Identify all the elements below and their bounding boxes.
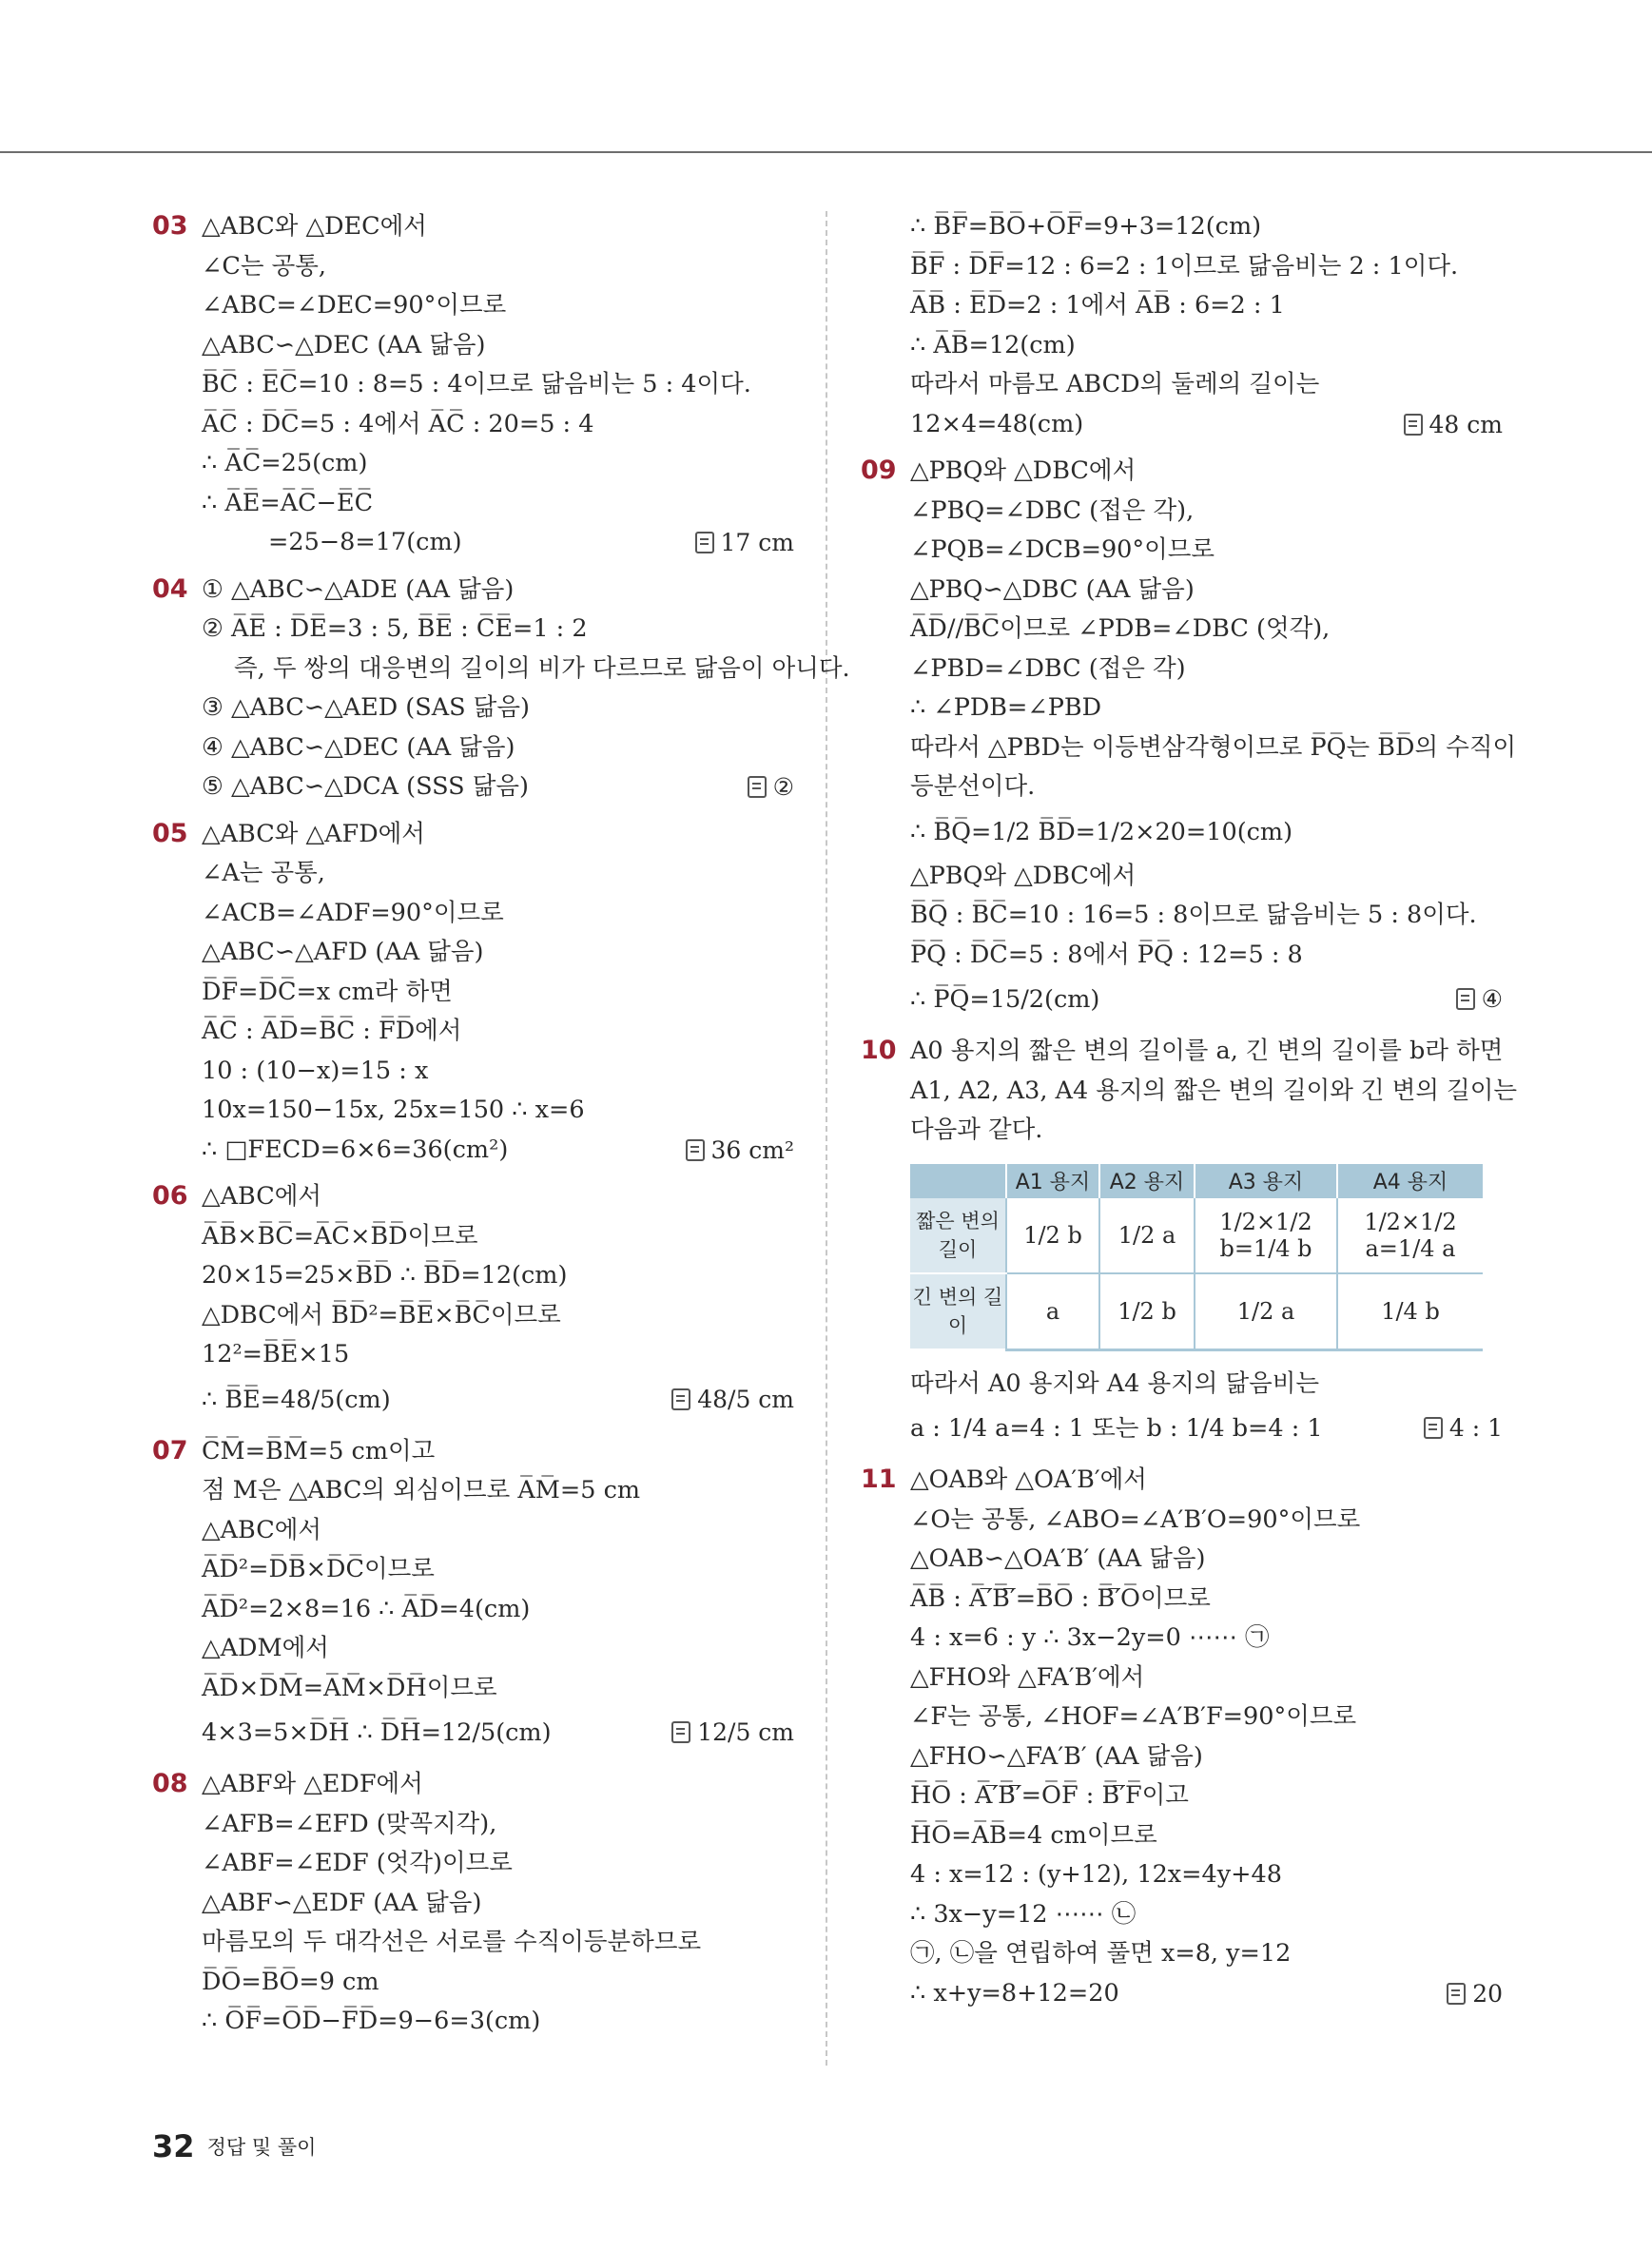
solution-line — [910, 247, 1503, 287]
solution-line — [910, 975, 1503, 1024]
right-column — [861, 207, 1518, 2021]
solution-line — [910, 571, 1503, 611]
solution-text: ② A̅E̅ : D̅E̅=3 : 5, B̅E̅ : C̅E̅=1 : 2 — [202, 614, 588, 643]
solution-line — [910, 1404, 1503, 1453]
solution-line — [910, 1934, 1503, 1974]
solution-line — [202, 1052, 794, 1092]
solution-line — [910, 1816, 1503, 1856]
solution-text: ④ △ABC∽△DEC (AA 닮음) — [202, 732, 515, 762]
solution-line — [910, 896, 1503, 936]
problem-solution — [152, 1177, 794, 1425]
solution-text: A1, A2, A3, A4 용지의 짧은 변의 길이와 긴 변의 길이는 — [910, 1076, 1518, 1105]
solution-text: ∠PQB=∠DCB=90°이므로 — [910, 535, 1215, 564]
answer-value: 17 cm — [720, 529, 794, 556]
solution-line — [910, 650, 1503, 689]
answer-value: 12/5 cm — [697, 1718, 794, 1746]
table-cell: 1/2 b — [1099, 1273, 1195, 1350]
solution-text: ∠PBQ=∠DBC (접은 각), — [910, 495, 1195, 525]
solution-text: △ABC∽△AFD (AA 닮음) — [202, 938, 484, 966]
solution-text: 12×4=48(cm) — [910, 409, 1084, 438]
solution-text: △ADM에서 — [202, 1634, 329, 1662]
solution-text: H̅O̅=A̅B̅=4 cm이므로 — [910, 1820, 1157, 1850]
left-column — [152, 207, 850, 2049]
solution-text: a : 1/4 a=4 : 1 또는 b : 1/4 b=4 : 1 — [910, 1414, 1323, 1443]
solution-line — [910, 452, 1503, 492]
problem-number: 11 — [861, 1465, 897, 1494]
paper-size-table — [910, 1164, 1483, 1351]
solution-text: A0 용지의 짧은 변의 길이를 a, 긴 변의 길이를 b라 하면 — [910, 1037, 1504, 1065]
solution-line — [202, 815, 794, 855]
solution-line — [202, 571, 794, 611]
solution-text: A̅D̅²=D̅B̅×D̅C̅이므로 — [202, 1555, 435, 1583]
solution-line — [910, 610, 1503, 650]
solution-line — [910, 1111, 1503, 1151]
solution-line — [202, 650, 850, 689]
answer-value: ② — [772, 773, 794, 801]
solution-line — [910, 286, 1503, 326]
solution-line — [910, 1895, 1503, 1935]
solution-line — [202, 1012, 794, 1052]
solution-text: B̅C̅ : E̅C̅=10 : 8=5 : 4이므로 닮음비는 5 : 4이다. — [202, 370, 751, 398]
table-cell: 1/2 b — [1006, 1198, 1099, 1273]
solution-text: 따라서 △PBD는 이등변삼각형이므로 P̅Q̅는 B̅D̅의 수직이 — [910, 732, 1517, 762]
table-cell: 1/2 a — [1099, 1198, 1195, 1273]
solution-line — [910, 1698, 1503, 1737]
solution-text: D̅O̅=B̅O̅=9 cm — [202, 1967, 379, 1996]
solution-line — [910, 1659, 1503, 1698]
solution-text: △ABC와 △AFD에서 — [202, 819, 425, 848]
solution-text: ① △ABC∽△ADE (AA 닮음) — [202, 574, 515, 604]
answer-value: 20 — [1472, 1979, 1503, 2008]
problem-number: 05 — [152, 818, 188, 848]
solution-line — [910, 1072, 1518, 1112]
solution-line — [202, 1550, 794, 1590]
solution-line — [202, 1217, 794, 1257]
solution-text: A̅B̅ : A̅′̅B̅′̅=B̅O̅ : B̅′̅O̅이므로 — [910, 1583, 1211, 1613]
problem-number: 07 — [152, 1435, 188, 1465]
solution-line — [202, 444, 794, 484]
table-cell: 1/4 b — [1337, 1273, 1483, 1350]
table-header: A2 용지 — [1099, 1164, 1195, 1198]
solution-text: △OAB∽△OA′B′ (AA 닮음) — [910, 1544, 1206, 1573]
row-header: 짧은 변의 길이 — [910, 1198, 1006, 1273]
solution-text: △FHO와 △FA′B′에서 — [910, 1662, 1145, 1692]
solution-line — [910, 365, 1503, 405]
solution-line — [202, 286, 794, 326]
solution-text: A̅B̅ : E̅D̅=2 : 1에서 A̅B̅ : 6=2 : 1 — [910, 291, 1285, 320]
answer-mark — [695, 523, 794, 563]
solution-text: ㉠, ㉡을 연립하여 풀면 x=8, y=12 — [910, 1939, 1292, 1968]
page-footer — [152, 2128, 316, 2164]
solution-line — [202, 1765, 794, 1805]
solution-line — [202, 689, 794, 728]
problem-solution — [152, 1765, 794, 2042]
solution-text: 4 : x=6 : y ∴ 3x−2y=0 ⋯⋯ ㉠ — [910, 1623, 1270, 1652]
row-header: 긴 변의 길이 — [910, 1273, 1006, 1350]
problem-solution — [861, 1032, 1518, 1453]
problem-number: 09 — [861, 456, 897, 485]
solution-line — [202, 1844, 794, 1884]
solution-line — [910, 936, 1503, 976]
table-header — [910, 1164, 1006, 1198]
solution-line — [202, 2002, 794, 2042]
solution-text: ∠PBD=∠DBC (접은 각) — [910, 653, 1186, 683]
problem-solution — [152, 571, 850, 807]
solution-line — [202, 854, 794, 894]
solution-line — [202, 933, 794, 973]
solution-line — [910, 1737, 1503, 1777]
solution-text: ∴ B̅Q̅=1/2 B̅D̅=1/2×20=10(cm) — [910, 817, 1293, 846]
answer-mark — [671, 1708, 794, 1757]
problem-solution — [861, 207, 1503, 444]
answer-mark — [1424, 1404, 1503, 1453]
solution-line — [202, 247, 794, 287]
table-header: A3 용지 — [1195, 1164, 1337, 1198]
solution-text: ∴ 3x−y=12 ⋯⋯ ㉡ — [910, 1899, 1137, 1929]
answer-icon — [671, 1721, 690, 1743]
solution-text: △ABC에서 — [202, 1515, 322, 1544]
answer-mark — [1456, 975, 1503, 1024]
solution-line — [910, 492, 1503, 532]
solution-text: △ABF∽△EDF (AA 닮음) — [202, 1888, 482, 1917]
page-number: 32 — [152, 2128, 195, 2164]
answer-icon — [695, 532, 714, 553]
solution-line — [202, 1963, 794, 2003]
solution-text: A̅D̅×D̅M̅=A̅M̅×D̅H̅이므로 — [202, 1673, 497, 1702]
problem-number: 10 — [861, 1036, 897, 1065]
solution-line — [202, 1335, 794, 1375]
solution-text: 20×15=25×B̅D̅ ∴ B̅D̅=12(cm) — [202, 1261, 568, 1290]
solution-text: =25−8=17(cm) — [268, 528, 462, 556]
solution-line — [202, 1590, 794, 1630]
solution-text: △FHO∽△FA′B′ (AA 닮음) — [910, 1741, 1203, 1771]
solution-line — [202, 973, 794, 1013]
solution-text: ⑤ △ABC∽△DCA (SSS 닮음) — [202, 772, 529, 801]
table-row — [910, 1198, 1483, 1273]
solution-line — [910, 405, 1503, 445]
solution-line — [202, 405, 794, 445]
solution-line — [910, 531, 1503, 571]
solution-line — [202, 1177, 794, 1217]
solution-text: 등분선이다. — [910, 772, 1036, 801]
solution-text: 12²=B̅E̅×15 — [202, 1340, 350, 1368]
solution-line — [910, 728, 1517, 768]
solution-line — [202, 767, 794, 807]
answer-icon — [1424, 1417, 1443, 1439]
solution-line — [202, 1296, 794, 1336]
problem-solution — [152, 207, 794, 563]
solution-line — [910, 1540, 1503, 1580]
header-rule — [0, 151, 1652, 153]
solution-line — [910, 1855, 1503, 1895]
solution-line — [202, 1629, 794, 1669]
solution-text: ∠O는 공통, ∠ABO=∠A′B′O=90°이므로 — [910, 1504, 1361, 1534]
solution-line — [910, 207, 1503, 247]
solution-line — [202, 894, 794, 934]
solution-line — [910, 1365, 1503, 1405]
solution-line — [202, 1256, 794, 1296]
solution-line — [202, 1511, 794, 1551]
solution-line — [202, 1884, 794, 1924]
solution-text: ∴ □FECD=6×6=36(cm²) — [202, 1135, 509, 1164]
solution-text: A̅B̅×B̅C̅=A̅C̅×B̅D̅이므로 — [202, 1221, 478, 1251]
solution-text: A̅D̅//B̅C̅이므로 ∠PDB=∠DBC (엇각), — [910, 614, 1331, 643]
solution-line — [202, 1669, 794, 1709]
problem-number: 06 — [152, 1181, 188, 1211]
answer-value: 36 cm² — [710, 1135, 794, 1164]
table-cell: 1/2 a — [1195, 1273, 1337, 1350]
solution-text: A̅D̅²=2×8=16 ∴ A̅D̅=4(cm) — [202, 1594, 531, 1623]
solution-text: ∠A는 공통, — [202, 859, 325, 887]
solution-text: △PBQ와 △DBC에서 — [910, 861, 1137, 890]
solution-line — [910, 807, 1503, 857]
table-header: A1 용지 — [1006, 1164, 1099, 1198]
solution-line — [202, 610, 794, 650]
solution-text: P̅Q̅ : D̅C̅=5 : 8에서 P̅Q̅ : 12=5 : 8 — [910, 940, 1303, 969]
solution-text: D̅F̅=D̅C̅=x cm라 하면 — [202, 977, 453, 1006]
solution-line — [202, 1805, 794, 1845]
answer-mark — [1447, 1974, 1503, 2014]
answer-mark — [686, 1131, 795, 1171]
solution-text: 다음과 같다. — [910, 1116, 1043, 1144]
solution-text: 마름모의 두 대각선은 서로를 수직이등분하므로 — [202, 1928, 702, 1956]
solution-text: ∴ ∠PDB=∠PBD — [910, 693, 1102, 722]
solution-text: △OAB와 △OA′B′에서 — [910, 1465, 1147, 1494]
solution-line — [910, 857, 1503, 897]
solution-line — [202, 207, 794, 247]
solution-text: ∴ A̅E̅=A̅C̅−E̅C̅ — [202, 488, 374, 517]
answer-mark — [1404, 405, 1503, 445]
answer-icon — [748, 776, 767, 798]
solution-line — [910, 1461, 1503, 1501]
table-header: A4 용지 — [1337, 1164, 1483, 1198]
answer-value: 48 cm — [1428, 410, 1503, 438]
solution-line — [910, 767, 1503, 807]
solution-line — [202, 728, 794, 768]
solution-line — [202, 1708, 794, 1757]
solution-text: △ABF와 △EDF에서 — [202, 1770, 423, 1798]
solution-line — [202, 1923, 794, 1963]
solution-line — [910, 1776, 1503, 1816]
solution-text: △ABC∽△DEC (AA 닮음) — [202, 330, 486, 359]
answer-icon — [686, 1139, 705, 1161]
answer-mark — [671, 1375, 794, 1425]
solution-text: △ABC와 △DEC에서 — [202, 212, 427, 241]
solution-line — [202, 1091, 794, 1131]
solution-line — [202, 484, 794, 524]
solution-line — [202, 1131, 794, 1171]
answer-mark — [748, 767, 794, 807]
solution-text: 10x=150−15x, 25x=150 ∴ x=6 — [202, 1096, 585, 1124]
answer-icon — [1456, 988, 1475, 1010]
problem-number: 03 — [152, 211, 188, 241]
problem-number: 08 — [152, 1769, 188, 1798]
solution-text: ∴ O̅F̅=O̅D̅−F̅D̅=9−6=3(cm) — [202, 2007, 541, 2035]
answer-value: ④ — [1481, 985, 1503, 1013]
solution-text: △DBC에서 B̅D̅²=B̅E̅×B̅C̅이므로 — [202, 1300, 561, 1329]
answer-value: 4 : 1 — [1448, 1414, 1503, 1442]
solution-text: H̅O̅ : A̅′̅B̅′̅=O̅F̅ : B̅′̅F̅이고 — [910, 1781, 1189, 1810]
solution-text: A̅C̅ : A̅D̅=B̅C̅ : F̅D̅에서 — [202, 1017, 462, 1045]
table-cell: a — [1006, 1273, 1099, 1350]
solution-text: ∠C는 공통, — [202, 251, 326, 281]
solution-text: ∴ x+y=8+12=20 — [910, 1978, 1119, 2008]
solution-line — [910, 1974, 1503, 2014]
solution-text: 4 : x=12 : (y+12), 12x=4y+48 — [910, 1860, 1282, 1889]
solution-line — [910, 1501, 1503, 1541]
solution-text: ∴ A̅B̅=12(cm) — [910, 330, 1076, 359]
solution-text: 따라서 A0 용지와 A4 용지의 닮음비는 — [910, 1368, 1320, 1398]
problem-number: 04 — [152, 573, 188, 604]
solution-line — [910, 689, 1503, 728]
solution-text: 4×3=5×D̅H̅ ∴ D̅H̅=12/5(cm) — [202, 1718, 552, 1747]
solution-text: C̅M̅=B̅M̅=5 cm이고 — [202, 1436, 436, 1465]
answer-icon — [1447, 1983, 1466, 2005]
column-divider — [826, 211, 827, 2066]
solution-line — [202, 326, 794, 366]
solution-line — [910, 1032, 1503, 1072]
solution-line — [202, 365, 794, 405]
solution-line — [202, 1375, 794, 1425]
solution-text: ∴ A̅C̅=25(cm) — [202, 449, 368, 477]
solution-text: ∠ABF=∠EDF (엇각)이므로 — [202, 1849, 513, 1877]
solution-text: ∴ B̅F̅=B̅O̅+O̅F̅=9+3=12(cm) — [910, 212, 1262, 241]
solution-line — [910, 1580, 1503, 1620]
solution-line — [202, 1432, 794, 1472]
solution-text: ∠ABC=∠DEC=90°이므로 — [202, 291, 507, 320]
solution-text: 따라서 마름모 ABCD의 둘레의 길이는 — [910, 370, 1320, 398]
page-label: 정답 및 풀이 — [206, 2136, 317, 2159]
solution-text: 점 M은 △ABC의 외심이므로 A̅M̅=5 cm — [202, 1476, 641, 1504]
solution-line — [910, 326, 1503, 366]
solution-text: 10 : (10−x)=15 : x — [202, 1056, 429, 1085]
problem-solution — [152, 1432, 794, 1758]
answer-icon — [1404, 414, 1423, 436]
solution-line — [910, 1619, 1503, 1659]
table-row — [910, 1273, 1483, 1350]
answer-icon — [671, 1388, 690, 1410]
solution-line — [202, 523, 794, 563]
solution-line — [202, 1471, 794, 1511]
solution-text: △PBQ와 △DBC에서 — [910, 456, 1137, 485]
problem-solution — [861, 1461, 1503, 2013]
solution-text: 즉, 두 쌍의 대응변의 길이의 비가 다르므로 닮음이 아니다. — [234, 653, 850, 683]
solution-text: A̅C̅ : D̅C̅=5 : 4에서 A̅C̅ : 20=5 : 4 — [202, 409, 594, 438]
solution-text: B̅F̅ : D̅F̅=12 : 6=2 : 1이므로 닮음비는 2 : 1이다. — [910, 251, 1459, 281]
solution-text: ∠F는 공통, ∠HOF=∠A′B′F=90°이므로 — [910, 1702, 1357, 1731]
solution-text: ∠ACB=∠ADF=90°이므로 — [202, 898, 504, 927]
solution-text: △ABC에서 — [202, 1182, 322, 1211]
solution-text: ∴ P̅Q̅=15/2(cm) — [910, 985, 1100, 1014]
table-cell: 1/2×1/2 b=1/4 b — [1195, 1198, 1337, 1273]
solution-text: ∴ B̅E̅=48/5(cm) — [202, 1385, 391, 1414]
answer-value: 48/5 cm — [697, 1385, 794, 1413]
problem-solution — [152, 815, 794, 1171]
solution-text: △PBQ∽△DBC (AA 닮음) — [910, 574, 1195, 604]
solution-text: B̅Q̅ : B̅C̅=10 : 16=5 : 8이므로 닮음비는 5 : 8이다. — [910, 901, 1477, 929]
problem-solution — [861, 452, 1517, 1024]
table-cell: 1/2×1/2 a=1/4 a — [1337, 1198, 1483, 1273]
solution-text: ∠AFB=∠EFD (맞꼭지각), — [202, 1809, 497, 1838]
solution-text: ③ △ABC∽△AED (SAS 닮음) — [202, 693, 530, 722]
